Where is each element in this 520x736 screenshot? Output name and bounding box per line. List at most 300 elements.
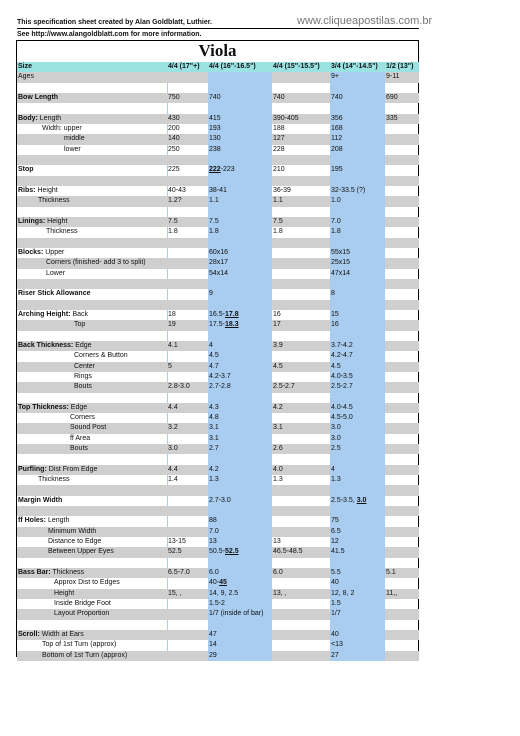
table-row [17, 372, 419, 382]
cell-col-3 [272, 372, 330, 382]
cell-col-4: 1/7 [330, 609, 385, 619]
cell-col-5 [385, 207, 419, 217]
cell-col-3: 1.1 [273, 197, 283, 205]
table-row [17, 258, 419, 268]
cell-col-1: 3.2 [168, 424, 178, 432]
cell-col-5 [385, 506, 419, 516]
watermark: www.cliqueapostilas.com.br [297, 15, 433, 27]
cell-col-2 [208, 300, 272, 310]
cell-col-2: 3.1 [208, 423, 272, 433]
cell-col-1: 140 [168, 135, 180, 143]
cell-col-3 [272, 454, 330, 464]
cell-col-4: 5.5 [330, 568, 385, 578]
cell-col-1 [167, 640, 208, 650]
cell-col-2: 4.7 [208, 362, 272, 372]
cell-col-5 [385, 516, 419, 526]
row-label: Stop [18, 166, 34, 174]
cell-col-2: 3.1 [208, 434, 272, 444]
table-row [17, 651, 419, 661]
row-label: Scroll: Width at Ears [18, 631, 84, 639]
cell-col-2: 38-41 [208, 186, 272, 196]
cell-col-1 [167, 454, 208, 464]
cell-col-1 [167, 289, 208, 299]
row-label: Ribs: Height [18, 186, 58, 194]
row-label: Center [74, 362, 96, 370]
cell-col-2: 14, 9, 2.5 [208, 589, 272, 599]
table-row [17, 217, 419, 227]
cell-col-4 [330, 103, 385, 113]
cell-col-3 [272, 176, 330, 186]
cell-col-4: 40 [330, 630, 385, 640]
cell-col-5 [385, 434, 419, 444]
cell-col-5 [385, 176, 419, 186]
cell-col-3 [272, 269, 330, 279]
table-row [17, 207, 419, 217]
cell-col-1 [167, 620, 208, 630]
cell-col-1 [167, 506, 208, 516]
cell-col-2: 28x17 [208, 258, 272, 268]
row-label: Corners (finished- add 3 to split) [46, 259, 146, 267]
cell-col-2 [208, 83, 272, 93]
cell-col-4: 4.5 [330, 362, 385, 372]
row-label: Thickness [38, 197, 70, 205]
cell-col-2: 13 [208, 537, 272, 547]
cell-col-5 [385, 496, 419, 506]
cell-col-5 [385, 186, 419, 196]
table-row [17, 558, 419, 568]
cell-col-2 [208, 331, 272, 341]
cell-col-4: 12, 8, 2 [330, 589, 385, 599]
cell-col-1: 5 [168, 362, 172, 370]
cell-col-3 [272, 609, 330, 619]
cell-col-3: 4.2 [273, 403, 283, 411]
cell-col-5 [385, 238, 419, 248]
cell-col-2: 14 [208, 640, 272, 650]
cell-col-5: 1/2 (13") [386, 63, 414, 70]
cell-col-3 [272, 155, 330, 165]
cell-col-3: 13 [273, 538, 281, 546]
cell-col-1: 3.0 [168, 445, 178, 453]
cell-col-1: 750 [168, 93, 180, 101]
cell-col-3: 4/4 (15"-15.5") [273, 63, 320, 70]
cell-col-1 [167, 103, 208, 113]
cell-col-2 [208, 393, 272, 403]
cell-col-5 [385, 444, 419, 454]
cell-col-3: 127 [273, 135, 285, 143]
specification-sheet [16, 40, 419, 657]
cell-col-2: 9 [208, 289, 272, 299]
cell-col-5 [385, 393, 419, 403]
cell-col-3: 1.8 [273, 228, 283, 236]
cell-col-4: 740 [330, 93, 385, 103]
cell-col-2: 740 [208, 93, 272, 103]
row-label: Thickness [38, 476, 70, 484]
table-row [17, 72, 419, 82]
cell-col-1 [167, 300, 208, 310]
cell-col-1 [167, 331, 208, 341]
cell-col-1 [167, 176, 208, 186]
table-row [17, 196, 419, 206]
cell-col-4: 4.2-4.7 [330, 351, 385, 361]
row-label: Height [54, 589, 75, 597]
table-header-row [17, 62, 419, 72]
table-row [17, 640, 419, 650]
cell-col-3 [272, 434, 330, 444]
cell-col-4 [330, 620, 385, 630]
cell-col-5 [385, 165, 419, 175]
cell-col-5 [385, 145, 419, 155]
cell-col-4: 32-33.5 (?) [330, 186, 385, 196]
cell-col-5: 11,, [386, 589, 398, 597]
cell-col-4: 16 [330, 320, 385, 330]
cell-col-4 [330, 558, 385, 568]
cell-col-1 [167, 496, 208, 506]
table-row [17, 393, 419, 403]
cell-col-1: 15, , [168, 589, 182, 597]
cell-col-5 [385, 269, 419, 279]
cell-col-2: 238 [208, 145, 272, 155]
cell-col-1 [167, 651, 208, 661]
table-row [17, 475, 419, 485]
cell-col-5 [385, 341, 419, 351]
cell-col-3 [272, 630, 330, 640]
cell-col-4: 3.0 [330, 423, 385, 433]
cell-col-5 [385, 83, 419, 93]
cell-col-3 [272, 599, 330, 609]
cell-col-5 [385, 651, 419, 661]
row-label: Top [74, 321, 86, 329]
cell-col-2: 415 [208, 114, 272, 124]
cell-col-2: 47 [208, 630, 272, 640]
row-label: Layout Proportion [54, 610, 110, 618]
cell-col-5 [385, 609, 419, 619]
cell-col-2 [208, 176, 272, 186]
table-row [17, 444, 419, 454]
cell-col-4: 8 [330, 289, 385, 299]
table-row [17, 269, 419, 279]
row-label: middle [64, 135, 85, 143]
cell-col-3 [272, 496, 330, 506]
cell-col-2 [208, 103, 272, 113]
cell-col-1: 200 [168, 124, 180, 132]
table-row [17, 362, 419, 372]
cell-col-5 [385, 351, 419, 361]
cell-col-2: 4.8 [208, 413, 272, 423]
cell-col-3 [272, 103, 330, 113]
table-row [17, 382, 419, 392]
table-row [17, 248, 419, 258]
cell-col-5 [385, 372, 419, 382]
cell-col-2: 4.5 [208, 351, 272, 361]
cell-col-4: 9+ [330, 72, 385, 82]
row-label: Blocks: Upper [18, 248, 65, 256]
row-label: ff Holes: Length [18, 517, 70, 525]
cell-col-4 [330, 454, 385, 464]
cell-col-1 [167, 279, 208, 289]
cell-col-3 [272, 258, 330, 268]
cell-col-3: 17 [273, 321, 281, 329]
cell-col-1: 13-15 [168, 538, 186, 546]
cell-col-4: 47x14 [330, 269, 385, 279]
table-row [17, 320, 419, 330]
cell-col-3: 3.9 [273, 341, 283, 349]
row-label: Arching Height: Back [18, 310, 89, 318]
cell-col-4: 4.0-4.5 [330, 403, 385, 413]
cell-col-1: 4/4 (17"+) [168, 63, 200, 70]
table-row [17, 155, 419, 165]
cell-col-4: 112 [330, 134, 385, 144]
cell-col-2: 4/4 (16"-16.5") [209, 63, 256, 70]
cell-col-1 [167, 527, 208, 537]
cell-col-4: 208 [330, 145, 385, 155]
cell-col-4 [330, 207, 385, 217]
cell-col-5 [385, 578, 419, 588]
cell-col-5 [385, 196, 419, 206]
cell-col-2 [208, 72, 272, 82]
row-label: Purfling: Dist From Edge [18, 465, 98, 473]
cell-col-4 [330, 331, 385, 341]
cell-col-4: 27 [330, 651, 385, 661]
cell-col-3 [272, 640, 330, 650]
header-credit-line: This specification sheet created by Alan Goldblatt, Luthier. [17, 17, 419, 29]
cell-col-2: 4.3 [208, 403, 272, 413]
cell-col-4: 4.0-3.5 [330, 372, 385, 382]
table-row [17, 145, 419, 155]
cell-col-5: 335 [386, 114, 398, 122]
cell-col-4: 356 [330, 114, 385, 124]
cell-col-3: 210 [273, 166, 285, 174]
cell-col-2 [208, 485, 272, 495]
cell-col-3: 1.3 [273, 476, 283, 484]
cell-col-2: 40-45 [208, 578, 272, 588]
cell-col-2: 222-223 [208, 165, 272, 175]
table-row [17, 630, 419, 640]
cell-col-3: 46.5-48.5 [273, 548, 303, 556]
row-label: Bass Bar: Thickness [18, 569, 85, 577]
cell-col-4: 41.5 [330, 547, 385, 557]
cell-col-4: 25x15 [330, 258, 385, 268]
cell-col-4: 12 [330, 537, 385, 547]
cell-col-3: 7.5 [273, 217, 283, 225]
row-label: Size [18, 63, 33, 70]
cell-col-2 [208, 155, 272, 165]
table-row [17, 176, 419, 186]
cell-col-2: 6.0 [208, 568, 272, 578]
cell-col-2 [208, 207, 272, 217]
cell-col-5 [385, 547, 419, 557]
cell-col-4: 3/4 (14"-14.5") [331, 63, 378, 70]
cell-col-5 [385, 620, 419, 630]
row-label: Bottom of 1st Turn (approx) [42, 651, 128, 659]
cell-col-4: 1.5 [330, 599, 385, 609]
cell-col-3: 13, , [273, 589, 287, 597]
cell-col-3 [272, 393, 330, 403]
cell-col-1 [167, 83, 208, 93]
cell-col-5 [385, 258, 419, 268]
cell-col-1 [167, 155, 208, 165]
cell-col-3 [272, 279, 330, 289]
table-row [17, 454, 419, 464]
table-row [17, 300, 419, 310]
cell-col-3 [272, 558, 330, 568]
cell-col-4: 1.8 [330, 227, 385, 237]
cell-col-4 [330, 485, 385, 495]
table-row [17, 423, 419, 433]
cell-col-5 [385, 630, 419, 640]
cell-col-1 [167, 599, 208, 609]
cell-col-5 [385, 103, 419, 113]
table-row [17, 568, 419, 578]
cell-col-5 [385, 134, 419, 144]
table-row [17, 496, 419, 506]
cell-col-4: 3.7-4.2 [330, 341, 385, 351]
cell-col-2: 60x16 [208, 248, 272, 258]
cell-col-2: 130 [208, 134, 272, 144]
cell-col-3 [272, 331, 330, 341]
cell-col-5 [385, 454, 419, 464]
cell-col-3 [272, 506, 330, 516]
cell-col-1: 7.5 [168, 217, 178, 225]
cell-col-5 [385, 227, 419, 237]
table-row [17, 547, 419, 557]
cell-col-4: 15 [330, 310, 385, 320]
cell-col-2 [208, 454, 272, 464]
cell-col-1: 19 [168, 321, 176, 329]
row-label: Top of 1st Turn (approx) [42, 641, 117, 649]
cell-col-1 [167, 393, 208, 403]
cell-col-1 [167, 351, 208, 361]
cell-col-2 [208, 506, 272, 516]
table-row [17, 506, 419, 516]
cell-col-5 [385, 331, 419, 341]
cell-col-1: 4.4 [168, 465, 178, 473]
cell-col-2: 17.5-18.3 [208, 320, 272, 330]
cell-col-3: 2.6 [273, 445, 283, 453]
cell-col-4: 168 [330, 124, 385, 134]
cell-col-2: 1.5-2 [208, 599, 272, 609]
cell-col-3: 4.0 [273, 465, 283, 473]
table-row [17, 351, 419, 361]
cell-col-1: 4.4 [168, 403, 178, 411]
cell-col-2: 2.7-2.8 [208, 382, 272, 392]
cell-col-5 [385, 124, 419, 134]
cell-col-5 [385, 413, 419, 423]
table-row [17, 589, 419, 599]
row-label: Between Upper Eyes [48, 548, 114, 556]
table-row [17, 578, 419, 588]
cell-col-2: 1.1 [208, 196, 272, 206]
cell-col-3 [272, 485, 330, 495]
cell-col-5 [385, 537, 419, 547]
table-row [17, 485, 419, 495]
table-row [17, 599, 419, 609]
cell-col-2: 2.7-3.0 [208, 496, 272, 506]
table-row [17, 465, 419, 475]
cell-col-4: 1.0 [330, 196, 385, 206]
row-label: Lower [46, 269, 66, 277]
cell-col-4: 2.5-2.7 [330, 382, 385, 392]
table-row [17, 186, 419, 196]
cell-col-3 [272, 578, 330, 588]
cell-col-5 [385, 382, 419, 392]
cell-col-2: 1.8 [208, 227, 272, 237]
row-label: Corners [70, 414, 95, 422]
cell-col-5: 690 [386, 93, 398, 101]
cell-col-2: 7.0 [208, 527, 272, 537]
cell-col-3: 390-405 [273, 114, 299, 122]
cell-col-3 [272, 83, 330, 93]
cell-col-3 [272, 300, 330, 310]
cell-col-1 [167, 434, 208, 444]
cell-col-1: 1.8 [168, 228, 178, 236]
table-row [17, 620, 419, 630]
cell-col-2 [208, 238, 272, 248]
cell-col-2: 50.5-52.5 [208, 547, 272, 557]
cell-col-5 [385, 640, 419, 650]
cell-col-1 [167, 72, 208, 82]
cell-col-5 [385, 485, 419, 495]
row-label: Minimum Width [48, 527, 97, 535]
cell-col-3 [272, 72, 330, 82]
cell-col-4: 4.5-5.0 [330, 413, 385, 423]
cell-col-1: 430 [168, 114, 180, 122]
row-label: Bouts [74, 383, 92, 391]
cell-col-3 [272, 620, 330, 630]
page-title: Viola [198, 41, 237, 60]
cell-col-2: 29 [208, 651, 272, 661]
cell-col-5 [385, 248, 419, 258]
cell-col-2: 88 [208, 516, 272, 526]
row-label: Top Thickness: Edge [18, 403, 88, 411]
cell-col-4: 55x15 [330, 248, 385, 258]
cell-col-1: 250 [168, 145, 180, 153]
cell-col-5 [385, 527, 419, 537]
cell-col-5 [385, 289, 419, 299]
cell-col-5 [385, 300, 419, 310]
row-label: Approx Dist to Edges [54, 579, 120, 587]
cell-col-4 [330, 393, 385, 403]
cell-col-2: 4.2-3.7 [208, 372, 272, 382]
row-label: Margin Width [18, 496, 63, 504]
row-label: Rings [74, 372, 92, 380]
cell-col-3 [272, 651, 330, 661]
cell-col-1 [167, 413, 208, 423]
cell-col-4: 1.3 [330, 475, 385, 485]
row-label: Distance to Edge [48, 538, 102, 546]
cell-col-1 [167, 238, 208, 248]
cell-col-2: 4 [208, 341, 272, 351]
cell-col-5 [385, 423, 419, 433]
sheet-header [17, 17, 419, 41]
row-label: Sound Post [70, 424, 107, 432]
cell-col-4 [330, 83, 385, 93]
row-label: lower [64, 145, 81, 153]
cell-col-5 [385, 320, 419, 330]
cell-col-4 [330, 279, 385, 289]
cell-col-1 [167, 609, 208, 619]
cell-col-1 [167, 258, 208, 268]
cell-col-5: 9-11 [386, 73, 400, 81]
cell-col-1 [167, 207, 208, 217]
cell-col-4: 195 [330, 165, 385, 175]
table-row [17, 114, 419, 124]
cell-col-4: 40 [330, 578, 385, 588]
table-row [17, 403, 419, 413]
table-row [17, 310, 419, 320]
spec-table [17, 62, 419, 661]
row-label: Riser Stick Allowance [18, 290, 91, 298]
row-label: Corners & Button [74, 352, 128, 360]
